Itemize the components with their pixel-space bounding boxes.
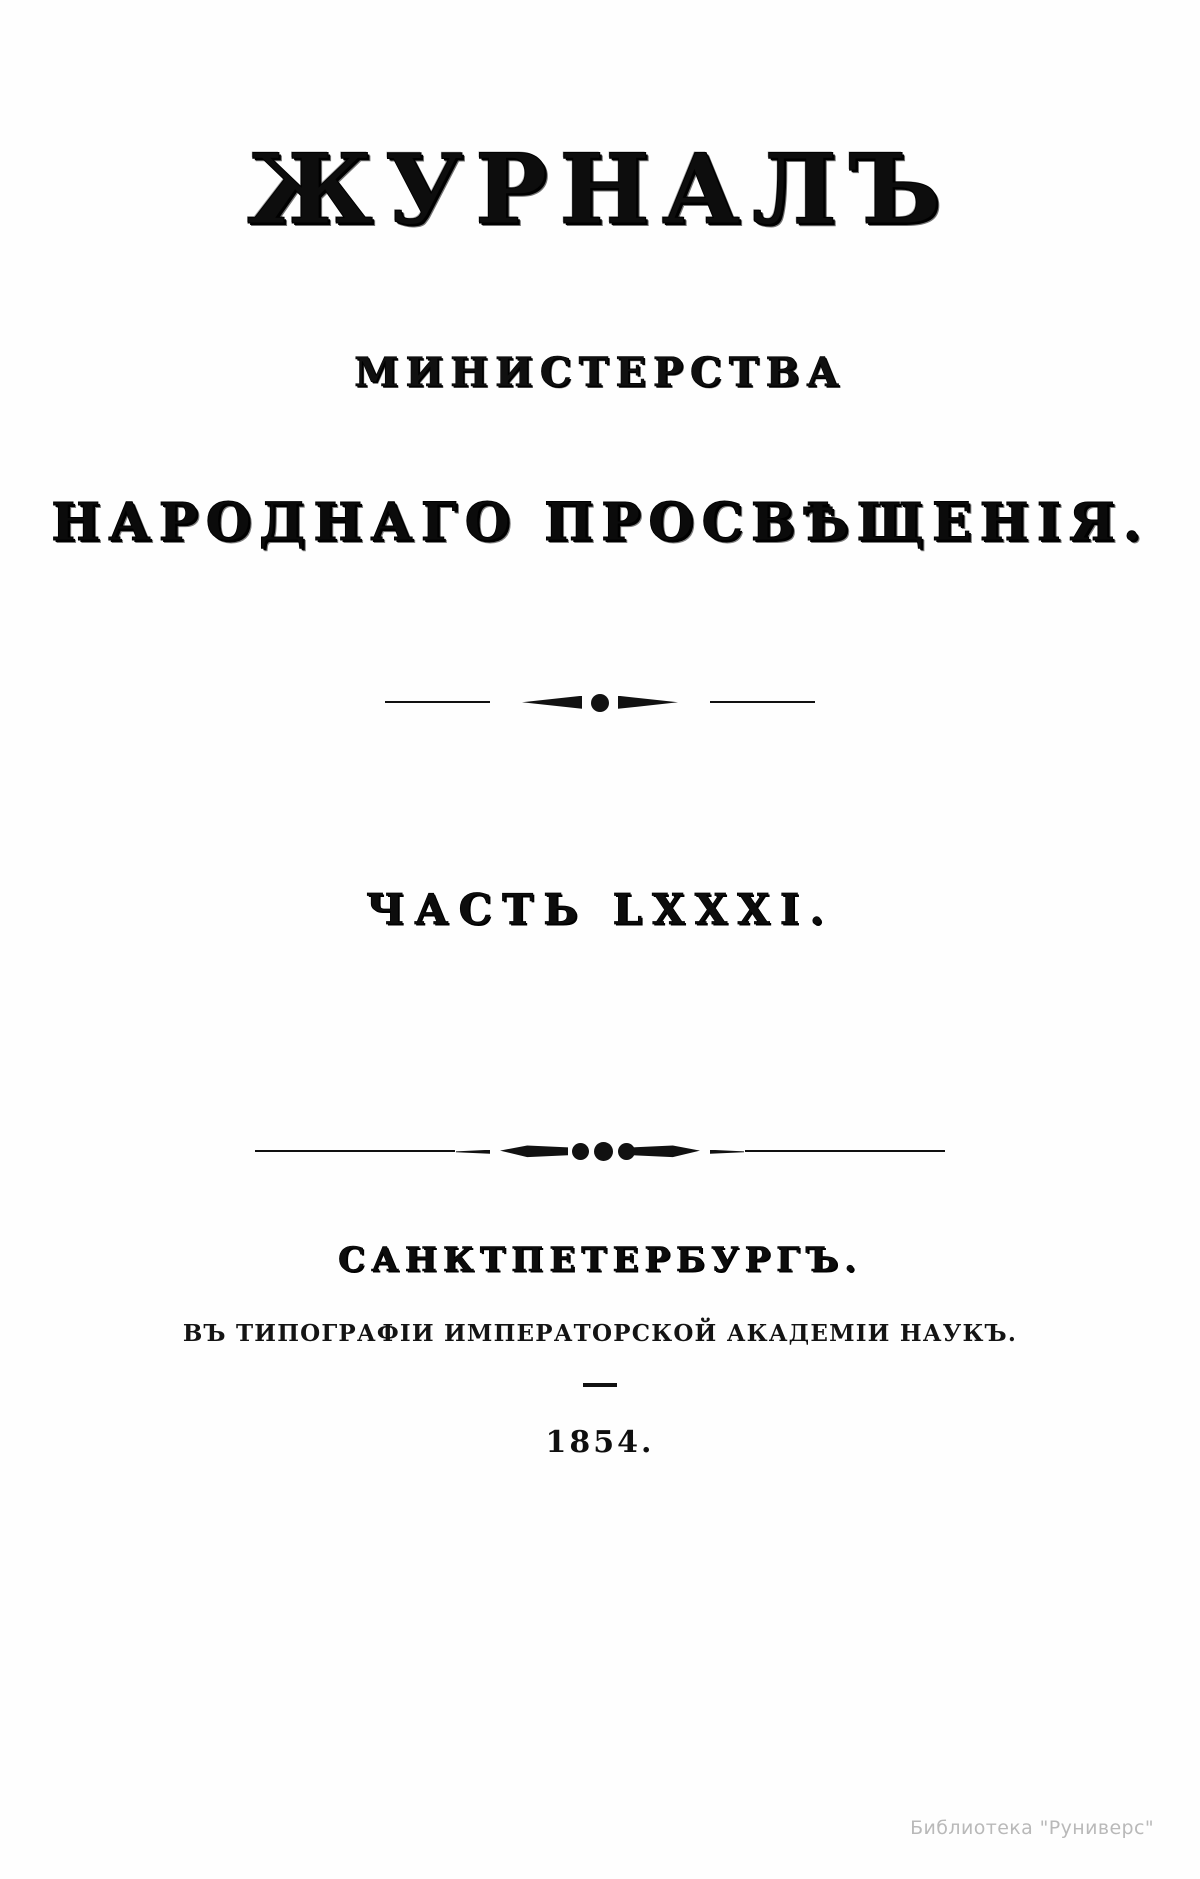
ornament-center-dot: [591, 694, 609, 712]
ornament-dot-1: [572, 1143, 589, 1160]
journal-title: ЖУРНАЛЪ: [247, 133, 953, 246]
short-rule-icon: [583, 1383, 617, 1387]
library-watermark: Библиотека "Руниверс": [910, 1817, 1154, 1839]
ornament-dot-2: [594, 1142, 613, 1161]
ornament-leaf-left: [500, 1145, 568, 1158]
volume-part-label: ЧАСТЬ LXXXI.: [365, 884, 835, 934]
ornament-tail-left: [456, 1150, 490, 1154]
ornament-wing-right: [618, 696, 678, 709]
journal-subtitle-enlightenment: НАРОДНАГО ПРОСВѢЩЕНІЯ.: [51, 491, 1149, 553]
rule-right: [710, 701, 815, 703]
decorative-rule-large-icon: [0, 1134, 1200, 1168]
publisher-imprint: ВЪ ТИПОГРАФІИ ИМПЕРАТОРСКОЙ АКАДЕМІИ НАУКЪ.: [182, 1319, 1018, 1347]
ornament-tail-right: [710, 1150, 744, 1154]
rule-left: [385, 701, 490, 703]
ornament-wing-left: [522, 696, 582, 709]
publication-year: 1854.: [545, 1424, 655, 1460]
journal-subtitle-ministry: МИНИСТЕРСТВА: [354, 348, 846, 396]
publication-city: САНКТПЕТЕРБУРГЪ.: [338, 1239, 862, 1280]
ornament-core: [500, 1140, 700, 1162]
decorative-rule-small-icon: [0, 689, 1200, 715]
rule-right: [745, 1150, 945, 1152]
ornament-leaf-right: [632, 1145, 700, 1158]
rule-left: [255, 1150, 455, 1152]
